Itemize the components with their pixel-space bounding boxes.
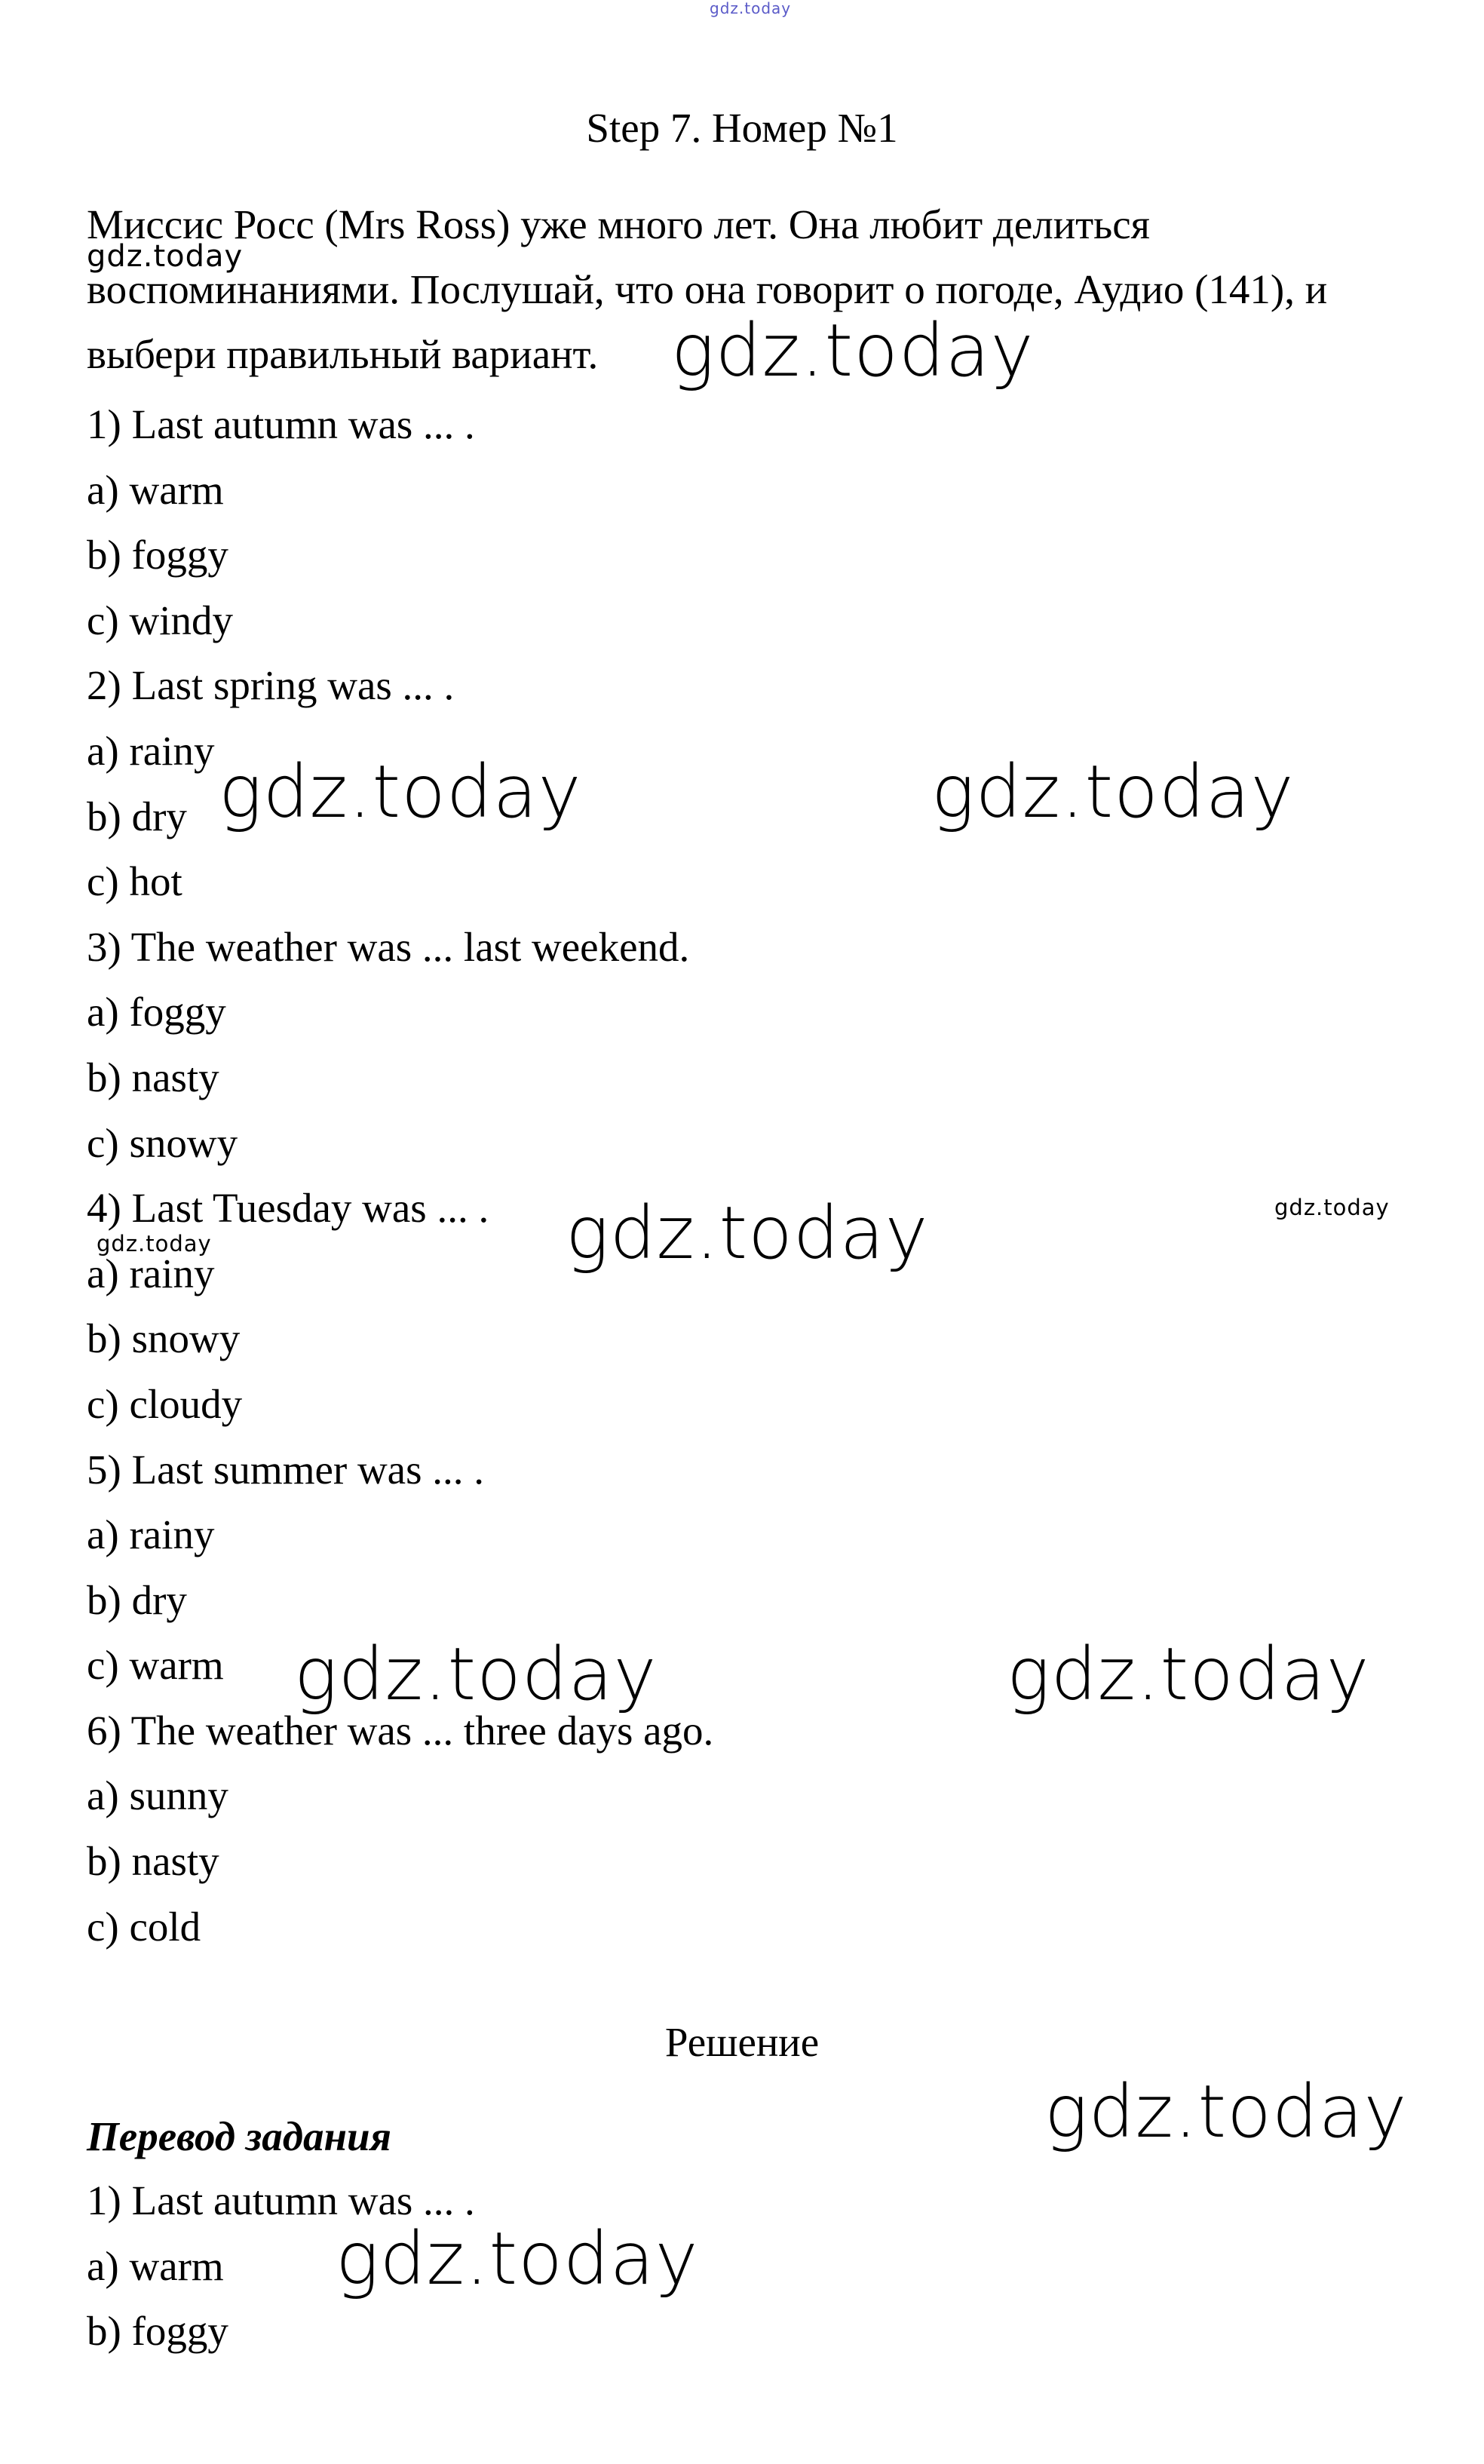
option-6b: b) nasty	[87, 1838, 219, 1885]
watermark: gdz.today	[336, 2217, 699, 2301]
option-4a: a) rainy	[87, 1250, 215, 1296]
option-4c: c) cloudy	[87, 1380, 243, 1427]
question-3: 3) The weather was ... last weekend.	[87, 923, 690, 970]
watermark: gdz.today	[1274, 1195, 1390, 1220]
option-4b: b) snowy	[87, 1315, 241, 1362]
option-5a: a) rainy	[87, 1511, 215, 1558]
question-6: 6) The weather was ... three days ago.	[87, 1707, 714, 1754]
task-intro: Миссис Росс (Mrs Ross) уже много лет. Она любит делиться воспоминаниями. Послушай, что она говорит о погоде, Аудио (141), и выбери правильный вариант.	[87, 201, 1328, 377]
question-5: 5) Last summer was ... .	[87, 1446, 484, 1493]
option-5c: c) warm	[87, 1642, 224, 1689]
solution-heading: Решение	[664, 2019, 820, 2065]
watermark: gdz.today	[294, 1632, 658, 1717]
option-2a: a) rainy	[87, 727, 215, 774]
translation-line-3: b) foggy	[87, 2308, 228, 2355]
watermark: gdz.today	[671, 308, 1035, 393]
option-2b: b) dry	[87, 793, 187, 839]
question-4: 4) Last Tuesday was ... .	[87, 1185, 489, 1232]
option-1c: c) windy	[87, 597, 233, 643]
watermark: gdz.today	[97, 1231, 212, 1257]
watermark: gdz.today	[931, 750, 1295, 834]
option-3c: c) snowy	[87, 1119, 238, 1166]
translation-title: Перевод задания	[87, 2113, 391, 2159]
option-3a: a) foggy	[87, 989, 226, 1036]
option-5b: b) dry	[87, 1576, 187, 1623]
option-1b: b) foggy	[87, 532, 228, 578]
watermark: gdz.today	[1007, 1632, 1370, 1717]
watermark: gdz.today	[87, 239, 244, 274]
translation-lines	[87, 2168, 1414, 2364]
option-1a: a) warm	[87, 466, 224, 513]
option-6a: a) sunny	[87, 1772, 228, 1819]
translation-line-1: 1) Last autumn was ... .	[87, 2177, 475, 2223]
watermark-top: gdz.today	[710, 0, 792, 17]
question-list	[87, 392, 1414, 1959]
option-6c: c) cold	[87, 1903, 201, 1950]
watermark: gdz.today	[1044, 2070, 1408, 2154]
translation-line-2: a) warm	[87, 2242, 224, 2289]
question-2: 2) Last spring was ... .	[87, 662, 455, 709]
page-title: Step 7. Номер №1	[586, 105, 898, 151]
watermark: gdz.today	[566, 1191, 929, 1275]
option-3b: b) nasty	[87, 1054, 219, 1100]
option-2c: c) hot	[87, 858, 182, 905]
question-1: 1) Last autumn was ... .	[87, 401, 475, 447]
watermark: gdz.today	[219, 750, 582, 834]
